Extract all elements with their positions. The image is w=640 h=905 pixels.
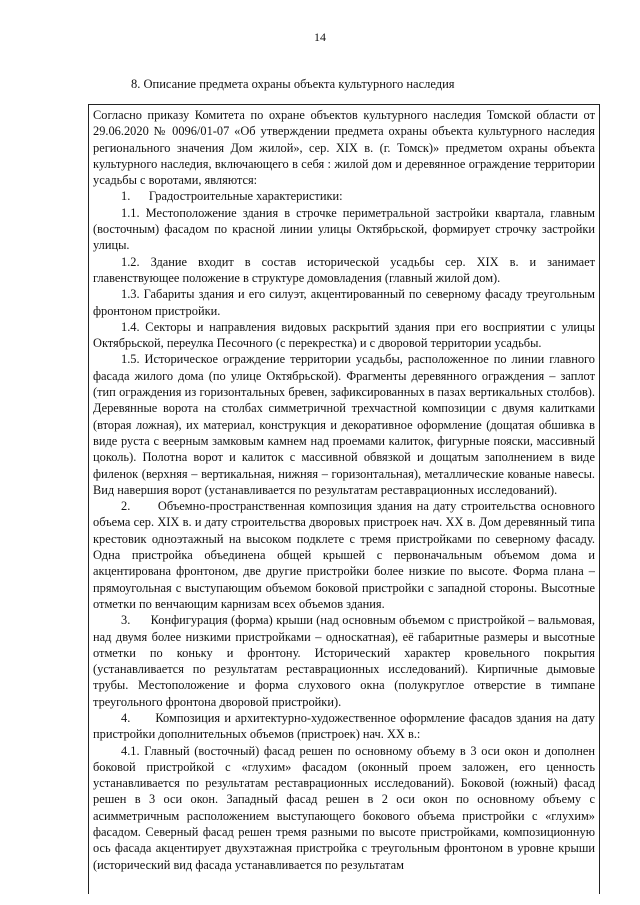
paragraph-1-2: 1.2. Здание входит в состав исторической усадьбы сер. XIX в. и занимает главенствующее положение в структуре домовладения (главный жилой дом). (93, 254, 595, 285)
protection-subject-box (88, 104, 600, 894)
intro-paragraph: Согласно приказу Комитета по охране объектов культурного наследия Томской области от 29.06.2020 № 0096/01-07 «Об утверждении предмета охраны объекта культурного наследия регионального значения Дом жилой», сер. XIX в. (г. Томск)» предметом охраны объекта культурного наследия, включающего в себя : жилой дом и деревянное ограждение территории усадьбы с воротами, являются: (93, 108, 595, 188)
page-number: 14 (314, 30, 326, 44)
paragraph-4: 4. Композиция и архитектурно-художественное оформление фасадов здания на дату пристройки дополнительных объемов (пристроек) нач. XX в.: (93, 710, 595, 742)
paragraph-1-4: 1.4. Секторы и направления видовых раскрытий здания при его восприятии с улицы Октябрьской, переулка Песочного (с перекрестка) и с дворовой территории усадьбы. (93, 319, 595, 351)
paragraph-1-5: 1.5. Историческое ограждение территории усадьбы, расположенное по линии главного фасада жилого дома (по улице Октябрьской). Фрагменты деревянного ограждения – заплот (тип ограждения из горизонтальных бревен, зафиксированных в пазах вертикальных столбов). Деревянные ворота на столбах симметричной трехчастной композиции с двумя калитками (вторая ложная), их материал, конструкция и декоративное оформление (дощатая обшивка в виде руста с веерным замковым камнем над проемами калиток, фигурные пояски, массивный цоколь). Полотна ворот и калиток с массивной обвязкой и дощатым заполнением в виде филенок (верхняя – вертикальная, нижняя – горизонтальная), металлические кованые навесы. Вид навершия ворот (устанавливается по результатам реставрационных исследований). (93, 352, 595, 497)
paragraph-1-3: 1.3. Габариты здания и его силуэт, акцентированный по северному фасаду треугольным фронтоном пристройки. (93, 287, 595, 318)
paragraph-4-1: 4.1. Главный (восточный) фасад решен по основному объему в 3 оси окон и дополнен боковой пристройкой с «глухим» фасадом (оконный проем заложен, его ценность устанавливается по результатам реставрационных исследований). Боковой (южный) фасад решен в 3 оси окон. Западный фасад решен в 2 оси окон по основному объему с асимметричным расположением выступающего бокового объема пристройки с «глухим» фасадом. Северный фасад решен тремя разными по высоте пристройками, композиционную ось фасада акцентирует двухэтажная пристройка с треугольным фронтоном в уровне крыши (исторический вид фасада устанавливается по результатам (93, 743, 595, 872)
paragraph-1-1: 1.1. Местоположение здания в строчке периметральной застройки квартала, главным (восточным) фасадом по красной линии улицы Октябрьской, формирует строчку застройки улицы. (93, 205, 595, 253)
paragraph-1: 1. Градостроительные характеристики: (121, 189, 343, 204)
paragraph-2: 2. Объемно-пространственная композиция здания на дату строительства основного объема сер. XIX в. и дату строительства дворовых пристроек нач. XX в. Дом деревянный типа крестовик одноэтажный на высоком подклете с тремя пристройками по северному фасаду. Одна пристройка объединена общей крышей с первоначальным объемом дома и акцентирована фронтоном, две другие пристройки более низкие по высоте. Форма плана – прямоугольная с выступающим объемом боковой пристройки с западной стороны. Высотные отметки по венчающим карнизам всех объемов здания. (93, 499, 595, 611)
paragraph-3: 3. Конфигурация (форма) крыши (над основным объемом с пристройкой – вальмовая, над двумя более низкими пристройками – односкатная), её габаритные размеры и высотные отметки по коньку и фронтону. Исторический характер кровельного покрытия (устанавливается по результатам реставрационных исследований). Кирпичные дымовые трубы. Местоположение и форма слухового окна (полукруглое отверстие в тимпане треугольного фронтона дворовой пристройки). (93, 613, 595, 709)
section-title: 8. Описание предмета охраны объекта культурного наследия (131, 77, 455, 91)
